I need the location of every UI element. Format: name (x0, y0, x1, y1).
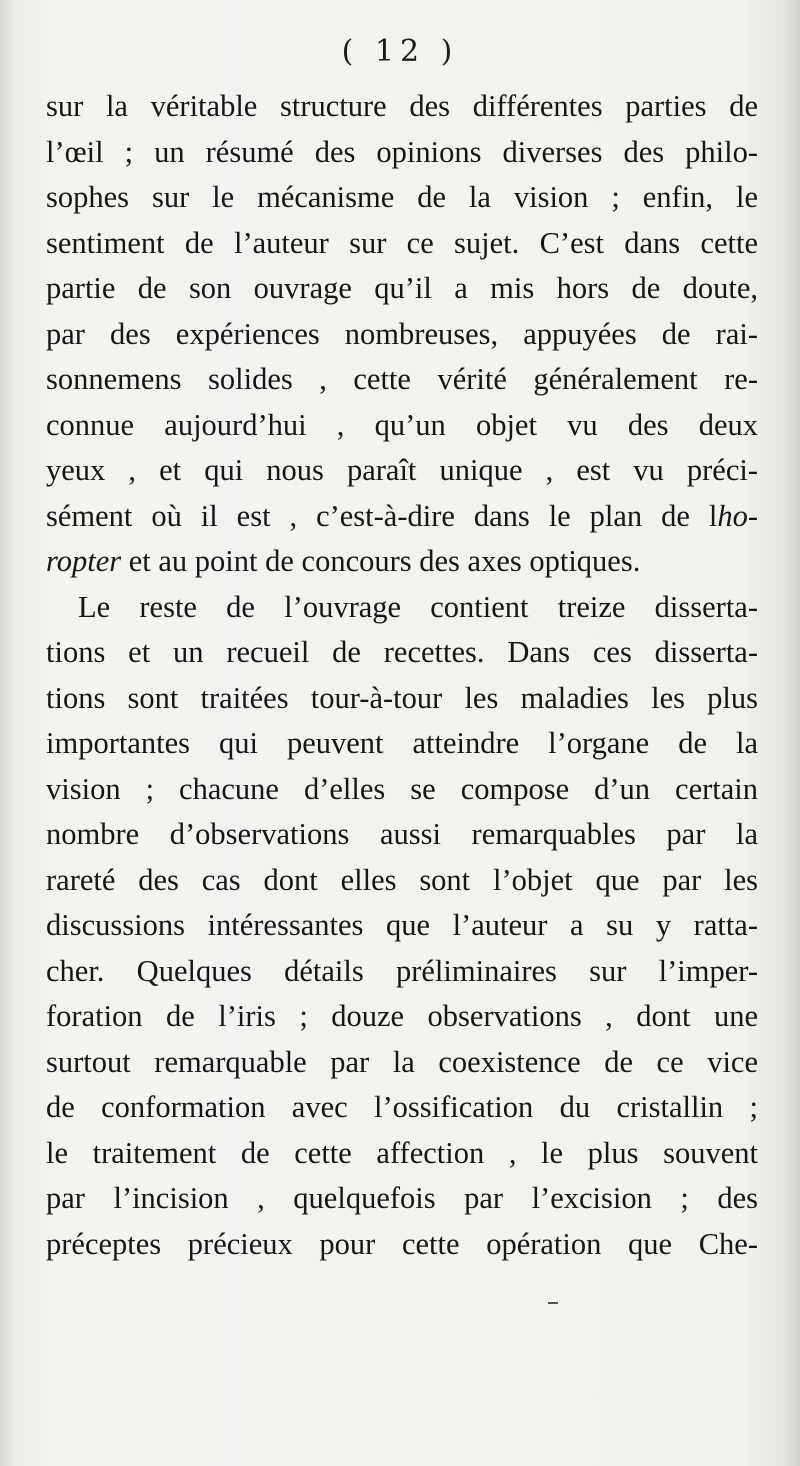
body-text (46, 84, 758, 1267)
text-line: sément où il est , c’est-à-dire dans le plan de lho- (46, 498, 758, 533)
italic-term: ho- (717, 498, 758, 533)
page-number: ( 12 ) (341, 34, 459, 69)
text-line: nombre d’observations aussi remarquables par la (46, 817, 758, 851)
text-line: tions sont traitées tour-à-tour les maladies les plus (46, 680, 758, 715)
text-line: par l’incision , quelquefois par l’excision ; des (46, 1181, 758, 1215)
text-line: surtout remarquable par la coexistence de ce vice (46, 1044, 758, 1079)
text-line: sonnemens solides , cette vérité généralement re- (46, 362, 758, 396)
text-line: le traitement de cette affection , le plus souvent (46, 1135, 758, 1170)
ink-speck (548, 1302, 558, 1304)
text-line: sur la véritable structure des différentes parties de (46, 89, 758, 123)
text-line: yeux , et qui nous paraît unique , est vu préci- (46, 453, 758, 487)
text-line: rareté des cas dont elles sont l’objet que par les (46, 862, 758, 897)
italic-term: ropter (46, 544, 122, 578)
text-line: discussions intéressantes que l’auteur a su y ratta- (46, 908, 758, 942)
text-line: vision ; chacune d’elles se compose d’un certain (46, 771, 758, 806)
text-line: préceptes précieux pour cette opération que Che- (46, 1226, 758, 1261)
text-line: cher. Quelques détails préliminaires sur l’imper- (46, 953, 758, 988)
text-line: de conformation avec l’ossification du cristallin ; (46, 1090, 758, 1124)
text-line: sophes sur le mécanisme de la vision ; enfin, le (46, 180, 758, 214)
text-line: tions et un recueil de recettes. Dans ces disserta- (46, 635, 758, 669)
text-line: l’œil ; un résumé des opinions diverses des philo- (46, 134, 758, 169)
text-line: connue aujourd’hui , qu’un objet vu des deux (46, 407, 758, 442)
text-line: sentiment de l’auteur sur ce sujet. C’est dans cette (46, 225, 758, 260)
text-line: importantes qui peuvent atteindre l’organe de la (46, 726, 758, 760)
text-line: par des expériences nombreuses, appuyées de rai- (46, 316, 758, 351)
paragraph-start-line: Le reste de l’ouvrage contient treize disserta- (78, 589, 758, 624)
text-line: foration de l’iris ; douze observations , dont une (46, 999, 758, 1033)
text-line: partie de son ouvrage qu’il a mis hors de doute, (46, 271, 758, 305)
text-line: ropter et au point de concours des axes optiques. (46, 544, 641, 578)
